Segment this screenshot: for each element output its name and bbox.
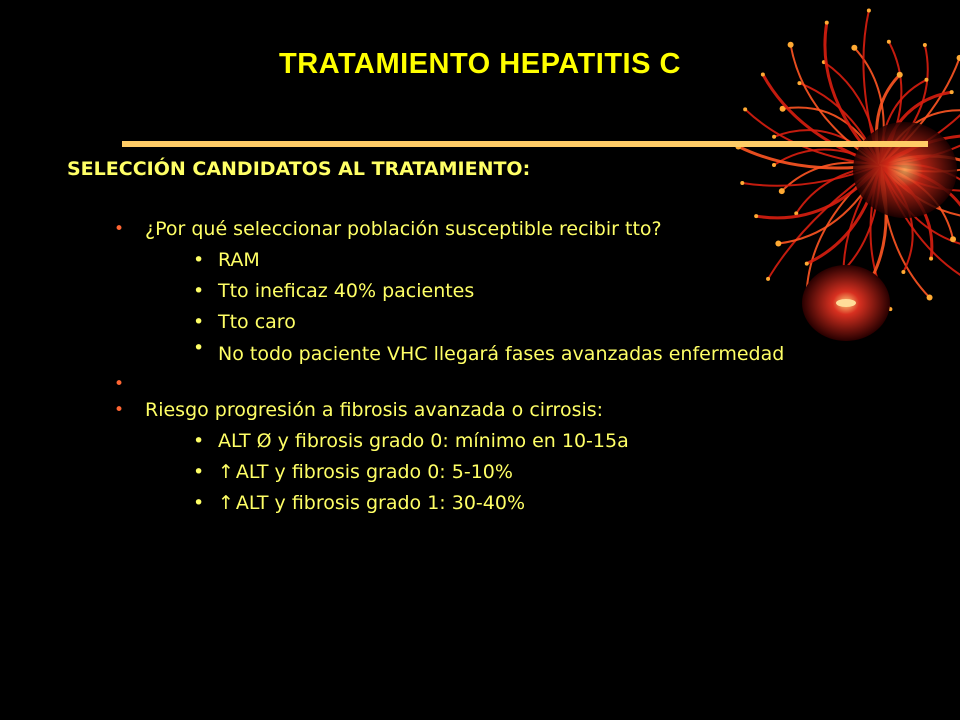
arrow-up-icon: ↑ bbox=[218, 492, 234, 514]
sub-bullet-item bbox=[145, 426, 864, 457]
firework-spark bbox=[740, 181, 744, 185]
sub-bullet-text: ALT Ø y fibrosis grado 0: mínimo en 10-15a bbox=[218, 430, 629, 452]
sub-bullet-item bbox=[145, 307, 864, 338]
bullet-item bbox=[114, 214, 864, 369]
firework-spark bbox=[927, 294, 933, 300]
firework-spark bbox=[901, 270, 905, 274]
glow-orb-large bbox=[853, 122, 957, 218]
sub-bullet-item bbox=[145, 457, 864, 488]
firework-spark bbox=[867, 9, 871, 13]
sub-bullet-text: No todo paciente VHC llegará fases avanzadas enfermedad bbox=[218, 343, 785, 365]
sub-bullet-item bbox=[145, 276, 864, 307]
sub-bullet-item bbox=[145, 488, 864, 519]
bullet-heading: ¿Por qué seleccionar población susceptible recibir tto? bbox=[145, 218, 662, 240]
firework-spark bbox=[779, 188, 785, 194]
firework-spark bbox=[772, 163, 776, 167]
firework-spark bbox=[825, 21, 829, 25]
sub-bullet-text: ALT y fibrosis grado 0: 5-10% bbox=[235, 461, 513, 483]
sub-bullet-item bbox=[145, 338, 864, 369]
bullet-heading: Riesgo progresión a fibrosis avanzada o cirrosis: bbox=[145, 399, 604, 421]
firework-spark bbox=[929, 257, 933, 261]
sub-bullet-item bbox=[145, 245, 864, 276]
sub-bullet-text: Tto caro bbox=[218, 311, 296, 333]
arrow-up-icon: ↑ bbox=[218, 461, 234, 483]
firework-spark bbox=[887, 40, 891, 44]
page-title: TRATAMIENTO HEPATITIS C bbox=[279, 48, 681, 80]
spacer bbox=[114, 369, 864, 395]
firework-spark bbox=[797, 81, 801, 85]
firework-spark bbox=[950, 90, 954, 94]
section-subtitle: SELECCIÓN CANDIDATOS AL TRATAMIENTO: bbox=[67, 158, 531, 180]
bullet-item bbox=[114, 395, 864, 519]
sub-bullet-list bbox=[145, 245, 864, 369]
sub-bullet-text: RAM bbox=[218, 249, 260, 271]
firework-spark bbox=[923, 43, 927, 47]
firework-spark bbox=[950, 236, 956, 242]
bullet-list bbox=[114, 214, 864, 519]
firework-spark bbox=[772, 135, 776, 139]
title-divider bbox=[122, 141, 928, 147]
sub-bullet-text: ALT y fibrosis grado 1: 30-40% bbox=[235, 492, 526, 514]
firework-spark bbox=[788, 42, 794, 48]
slide-body bbox=[114, 214, 864, 519]
firework-spark bbox=[743, 107, 747, 111]
sub-bullet-text: Tto ineficaz 40% pacientes bbox=[218, 280, 475, 302]
sub-bullet-list bbox=[145, 426, 864, 519]
